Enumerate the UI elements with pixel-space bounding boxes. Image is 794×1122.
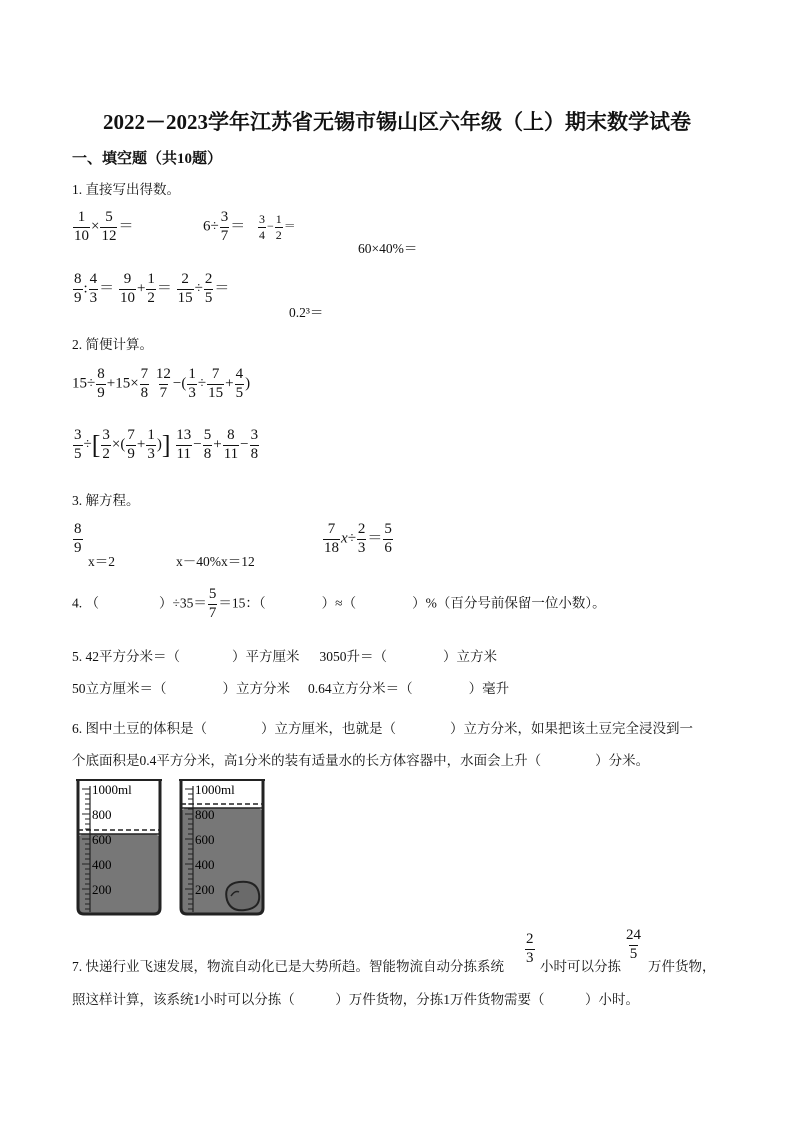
q5-line-2: 50立方厘米＝（ ）立方分米 0.64立方分米＝（ ）毫升 xyxy=(72,681,510,696)
q1-expr-8: 0.2³＝ xyxy=(289,305,324,320)
label-800-before: 800 xyxy=(92,807,112,822)
label-400-after: 400 xyxy=(195,857,215,872)
q6-line-2: 个底面积是0.4平方分米，高1分米的装有适量水的长方体容器中，水面会上升（ ）分米。 xyxy=(72,753,650,768)
q3-expr-3: $\frac{7}{18}$ x÷ $\frac{2}{3}$ ＝ $\frac{5}{6}$ xyxy=(324,521,392,556)
q2-expr-2: $\frac{3}{5}$ ÷[ $\frac{3}{2}$ ×( $\frac{7}{9}$ + $\frac{1}{3}$ )] $\frac{13}{11}$ − $\frac{5}{8}$ + $\frac{8}{11}$ − $\frac{3}{8}$ xyxy=(74,427,259,462)
q1-expr-5: $\frac{8}{9}$ : $\frac{4}{3}$ ＝ $\frac{9}{10}$ + $\frac{1}{2}$ ＝ $\frac{2}{15}$ ÷ $\frac{2}{5}$ ＝ xyxy=(74,271,230,306)
q1-stem: 1. 直接写出得数。 xyxy=(72,182,180,197)
q3-expr-2: x－40%x＝12 xyxy=(176,554,255,569)
q1-expr-1: $\frac{1}{10}$ × $\frac{5}{12}$ ＝ xyxy=(74,209,134,244)
label-200-after: 200 xyxy=(195,882,215,897)
label-800-after: 800 xyxy=(195,807,215,822)
q1-expr-4: 60×40%＝ xyxy=(358,241,418,256)
q1-expr-3: $\frac{3}{4}$ − $\frac{1}{2}$ ＝ xyxy=(259,212,296,242)
beaker-after xyxy=(179,780,265,914)
q3-expr-1-rest: x＝2 xyxy=(88,554,115,569)
label-1000ml-after: 1000ml xyxy=(195,782,235,797)
beakers-figure xyxy=(70,772,270,922)
label-1000ml-before: 1000ml xyxy=(92,782,132,797)
label-600-before: 600 xyxy=(92,832,112,847)
q6-line-1: 6. 图中土豆的体积是（ ）立方厘米，也就是（ ）立方分米，如果把该土豆完全浸没到一 xyxy=(72,721,693,736)
label-400-before: 400 xyxy=(92,857,112,872)
q7-line-1-a: 7. 快递行业飞速发展，物流自动化已是大势所趋。智能物流自动分拣系统 xyxy=(72,959,504,974)
q1-expr-2: 6÷ $\frac{3}{7}$ ＝ xyxy=(203,209,246,244)
q7-fraction-2: $\frac{24}{5}$ xyxy=(626,927,641,962)
q3-stem: 3. 解方程。 xyxy=(72,493,140,508)
q2-expr-1: 15÷ $\frac{8}{9}$ +15× $\frac{7}{8}$ $\frac{12}{7}$ −( $\frac{1}{3}$ ÷ $\frac{7}{15}$ + $\frac{4}{5}$ ) xyxy=(72,366,251,401)
q7-line-1-c: 万件货物， xyxy=(648,959,716,974)
q2-stem: 2. 简便计算。 xyxy=(72,337,153,352)
section-heading: 一、填空题（共10题） xyxy=(72,151,223,167)
label-600-after: 600 xyxy=(195,832,215,847)
q3-expr-1: $\frac{8}{9}$ xyxy=(74,521,82,556)
q4-line: 4. （ ）÷35＝ $\frac{5}{7}$ ＝15：（ ）≈（ ）%（百分号前保留一位小数）。 xyxy=(72,586,606,621)
q7-line-2: 照这样计算，该系统1小时可以分拣（ ）万件货物，分拣1万件货物需要（ ）小时。 xyxy=(72,992,639,1007)
q7-fraction-1: $\frac{2}{3}$ xyxy=(526,931,534,966)
label-200-before: 200 xyxy=(92,882,112,897)
q7-line-1-b: 小时可以分拣 xyxy=(540,959,621,974)
q5-line-1: 5. 42平方分米＝（ ）平方厘米 3050升＝（ ）立方米 xyxy=(72,649,497,664)
beaker-before xyxy=(76,780,162,914)
page-title: 2022－2023学年江苏省无锡市锡山区六年级（上）期末数学试卷 xyxy=(103,110,691,134)
